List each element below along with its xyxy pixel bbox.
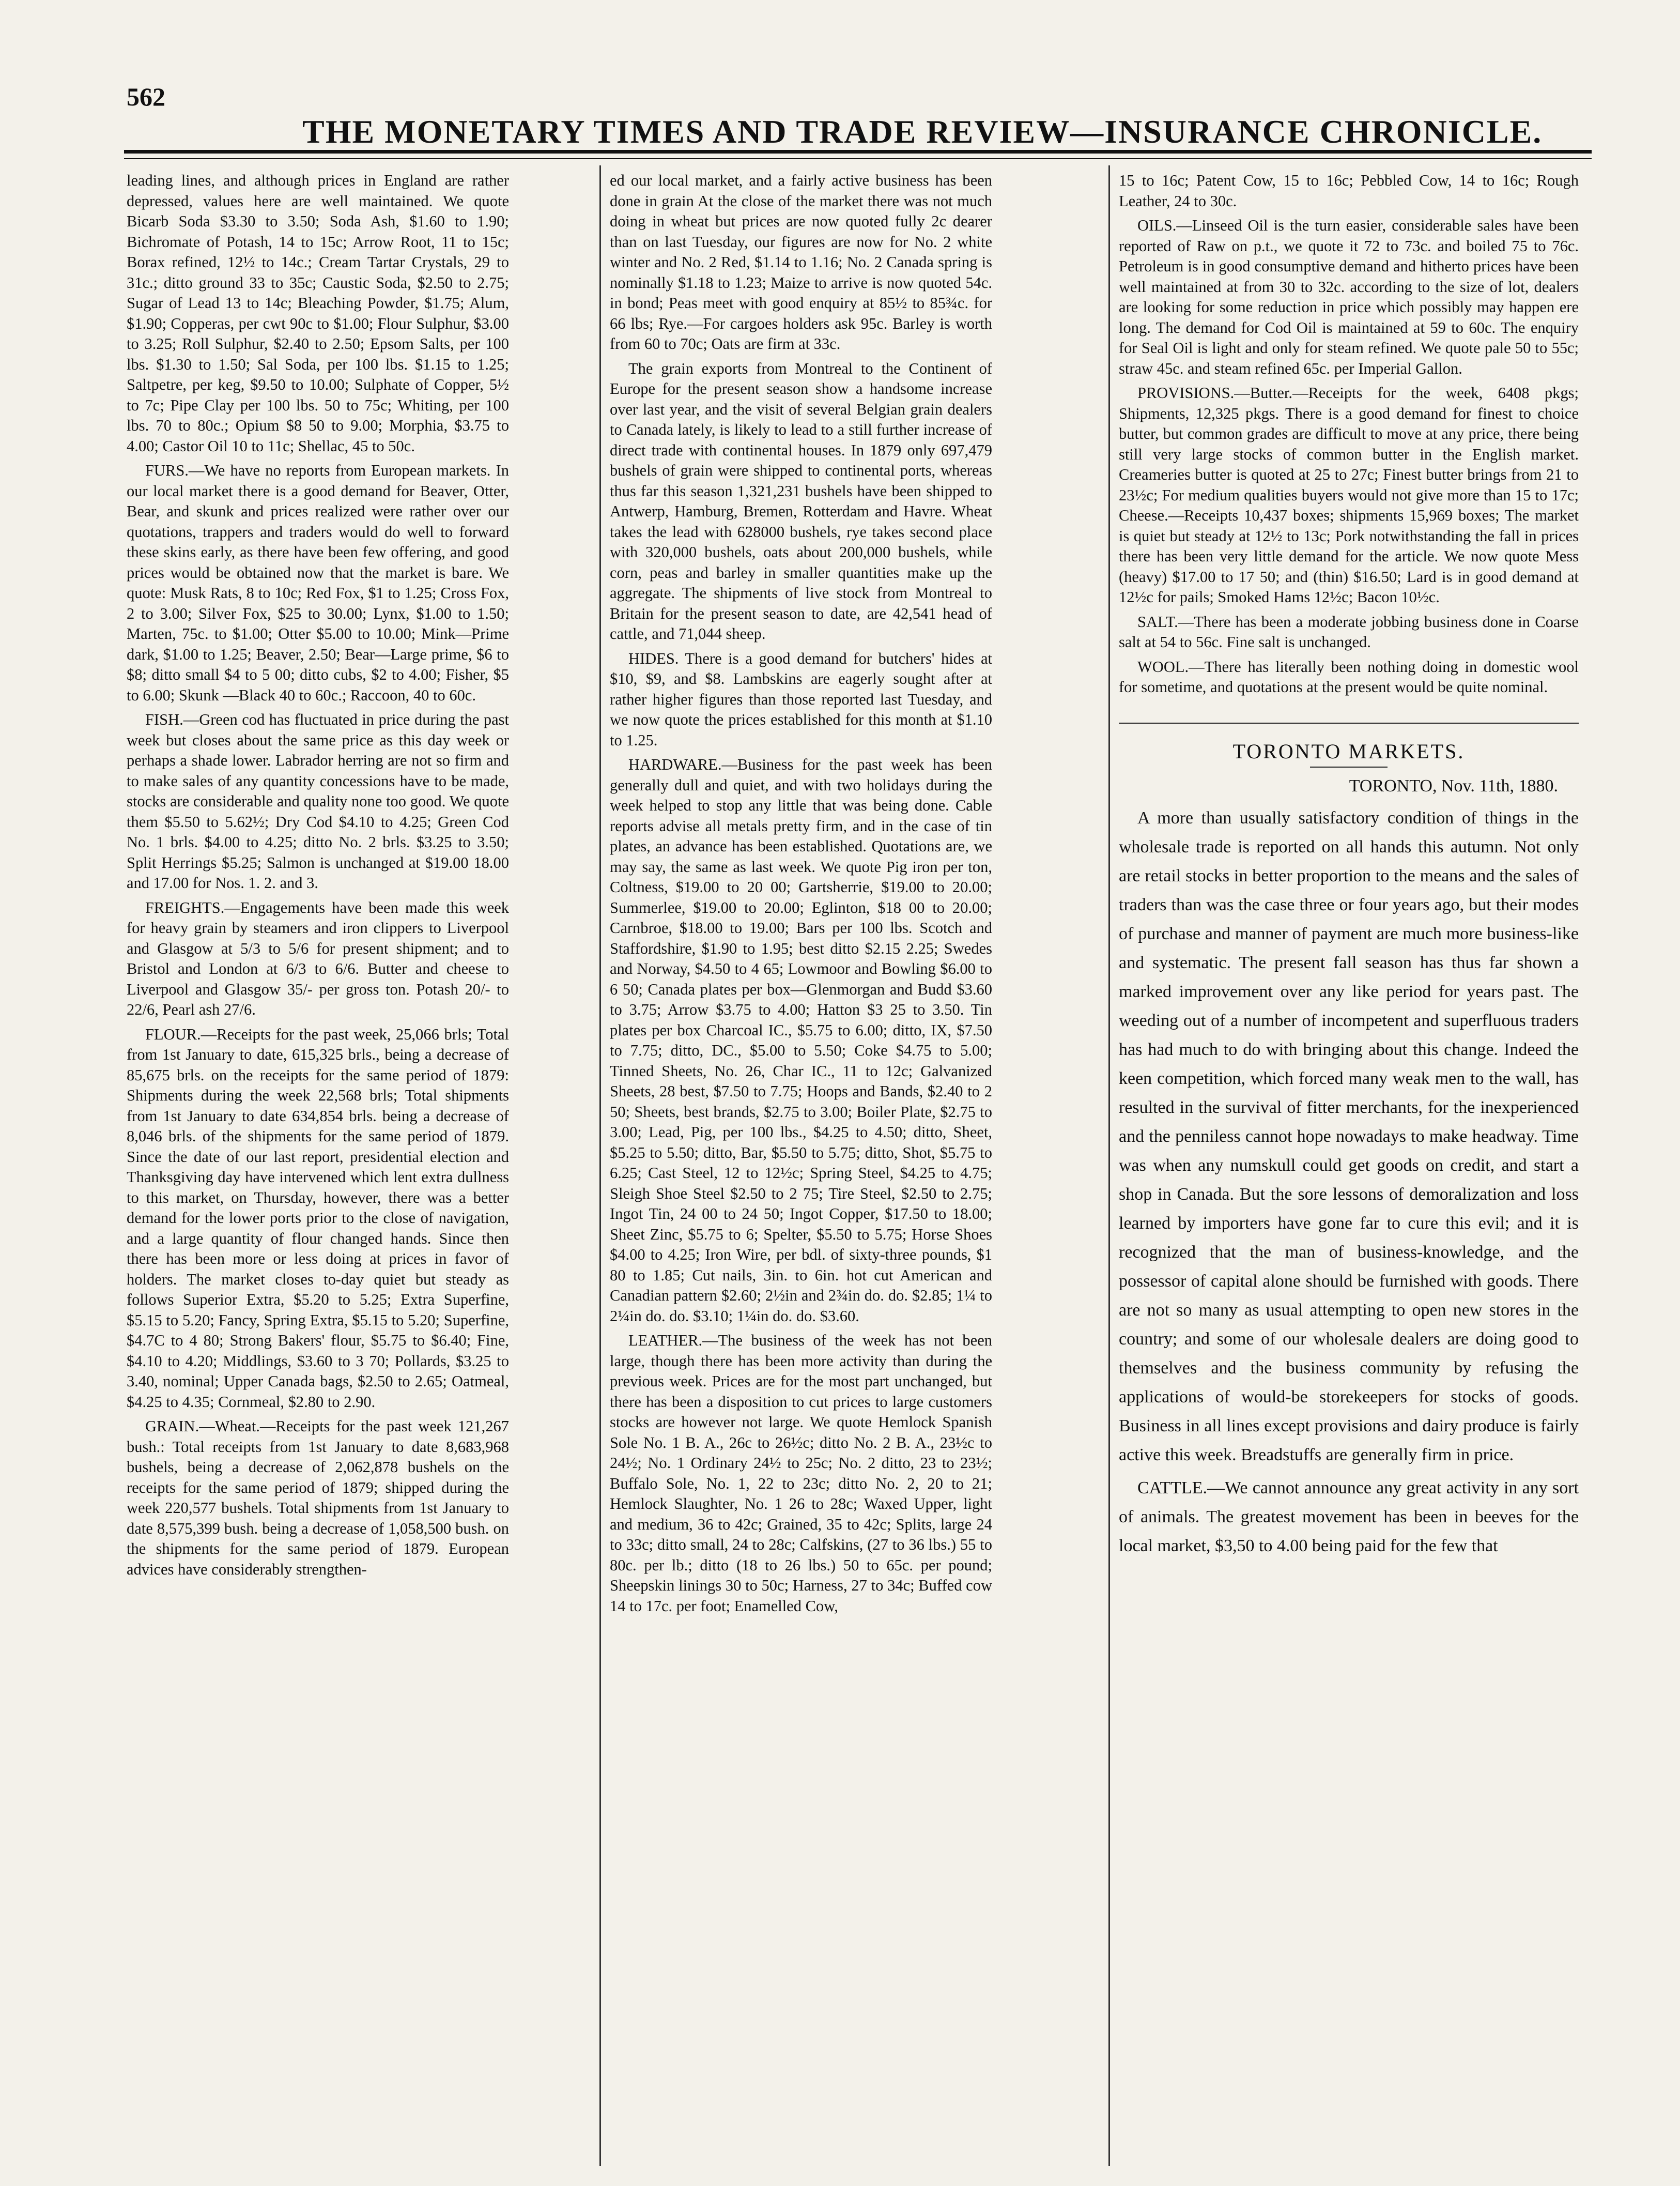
cattle-paragraph: CATTLE.—We cannot announce any great activity in any sort of animals. The greatest movement has been in beeves for the local market, $3,50 to 4.00 being paid for the few that — [1119, 1478, 1579, 1555]
masthead-title: THE MONETARY TIMES AND TRADE REVIEW—INSURANCE CHRONICLE. — [302, 113, 1543, 150]
wool-paragraph: WOOL.—There has literally been nothing doing in domestic wool for sometime, and quotations at the present would be quite nominal. — [1119, 658, 1579, 696]
grain-exports-paragraph: The grain exports from Montreal to the Continent of Europe for the present season show a handsome increase over last year, and the visit of several Belgian grain dealers to Canada lately, is likely to lead to a still further increase of direct trade with continental houses. In 1879 only 697,479 bushels of grain were shipped to continental ports, whereas thus far this season 1,321,231 bushels have been shipped to Antwerp, Hamburg, Bremen, Rotterdam and Havre. Wheat takes the lead with 628000 bushels, rye takes second place with 320,000 bushels, oats about 200,000 bushels, while corn, peas and barley in smaller quantities make up the aggregate. The shipments of live stock from Montreal to Britain for the present season to date, are 42,541 head of cattle, and 71,044 sheep. — [610, 359, 992, 643]
column-divider-1 — [599, 165, 601, 2166]
furs-paragraph: FURS.—We have no reports from European markets. In our local market there is a good demand for Beaver, Otter, Bear, and skunk and prices realized were rather over our quotations, trappers and traders would do well to forward these skins early, as there have been few offering, and good prices would be obtained now that the market is bare. We quote: Musk Rats, 8 to 10c; Red Fox, $1 to 1.25; Cross Fox, 2 to 3.00; Silver Fox, $25 to 30.00; Lynx, $1.00 to 1.50; Marten, 75c. to $1.00; Otter $5.00 to 10.00; Mink—Prime dark, $1.00 to 1.25; Beaver, 2.50; Bear—Large prime, $6 to $8; ditto small $4 to 5 00; ditto cubs, $2 to 4.00; Fisher, $5 to 6.00; Skunk —Black 40 to 60c.; Raccoon, 40 to 60c. — [127, 462, 509, 704]
hardware-paragraph: HARDWARE.—Business for the past week has been generally dull and quiet, and with two holidays during the week helped to stop any little that was being done. Cable reports advise all metals pretty firm, and in the case of tin plates, an advance has been established. Quotations are, we may say, the same as last week. We quote Pig iron per ton, Coltness, $19.00 to 20 00; Gartsherrie, $19.00 to 20.00; Summerlee, $19.00 to 20.00; Eglinton, $18 00 to 20.00; Carnbroe, $18.00 to 19.00; Bars per 100 lbs. Scotch and Staffordshire, $1.90 to 1.95; best ditto $2.15 2.25; Swedes and Norway, $4.50 to 4 65; Lowmoor and Bowling $6.00 to 6 50; Canada plates per box—Glenmorgan and Budd $3.60 to 3.75; Arrow $3.75 to 4.00; Hatton $3 25 to 3.50. Tin plates per box Charcoal IC., $5.75 to 6.00; ditto, IX, $7.50 to 7.75; ditto, DC., $5.00 to 5.50; Coke $4.75 to 5.00; Tinned Sheets, No. 26, Char IC., 11 to 12c; Galvanized Sheets, 28 best, $7.50 to 7.75; Hoops and Bands, $2.40 to 2 50; Sheets, best brands, $2.75 to 3.00; Boiler Plate, $2.75 to 3.00; Lead, Pig, per 100 lbs., $4.25 to 4.50; ditto, Sheet, $5.25 to 5.50; ditto, Bar, $5.50 to 5.75; ditto, Shot, $5.75 to 6.25; Cast Steel, 12 to 12½c; Spring Steel, $4.25 to 4.75; Sleigh Shoe Steel $2.50 to 2 75; Tire Steel, $2.50 to 2.75; Ingot Tin, 24 00 to 24 50; Ingot Copper, $17.50 to 18.00; Sheet Zinc, $5.75 to 6; Spelter, $5.50 to 5.75; Horse Shoes $4.00 to 4.25; Iron Wire, per bdl. of sixty-three pounds, $1 80 to 1.85; Cut nails, 3in. to 6in. hot cut American and Canadian pattern $2.60; 2½in and 2¾in do. do. $2.85; 1¼ to 2¼in do. do. $3.10; 1¼in do. do. $3.60. — [610, 756, 992, 1325]
hides-paragraph: HIDES. There is a good demand for butchers' hides at $10, $9, and $8. Lambskins are eagerly sought after at rather higher figures than those reported last Tuesday, and we now quote the prices established for this month at $1.10 to 1.25. — [610, 649, 992, 749]
fish-paragraph: FISH.—Green cod has fluctuated in price during the past week but closes about the same price as this day week or perhaps a shade lower. Labrador herring are not so firm and to make sales of any quantity concessions have to be made, stocks are considerable and quality none too good. We quote them $5.50 to 5.62½; Dry Cod $4.10 to 4.25; Green Cod No. 1 brls. $4.00 to 4.25; ditto No. 2 brls. $3.25 to 3.50; Split Herrings $5.25; Salmon is unchanged at $19.00 18.00 and 17.00 for Nos. 1. 2. and 3. — [127, 711, 509, 892]
toronto-dateline: TORONTO, Nov. 11th, 1880. — [1349, 776, 1558, 796]
header-rule-thick — [124, 150, 1592, 154]
oils-paragraph: OILS.—Linseed Oil is the turn easier, considerable sales have been reported of Raw on p.t., we quote it 72 to 73c. and boiled 75 to 76c. Petroleum is in good consumptive demand and hitherto prices have been well maintained at from 30 to 32c. according to the size of lot, dealers are looking for some reduction in price which possibly may happen ere long. The demand for Cod Oil is maintained at 59 to 60c. The enquiry for Seal Oil is light and only for steam refined. We quote pale 50 to 55c; straw 45c. and steam refined 65c. per Imperial Gallon. — [1119, 217, 1579, 377]
heading-rule — [1310, 767, 1388, 768]
column-right — [1119, 171, 1579, 2176]
grain-paragraph: GRAIN.—Wheat.—Receipts for the past week 121,267 bush.: Total receipts from 1st January to date 8,683,968 bushels, being a decrease of 2,062,878 bushels on the receipts for the same period of 1879; shipped during the week 220,577 bushels. Total shipments from 1st January to date 8,575,399 bush. being a decrease of 1,058,500 bush. on the shipments for the same period of 1879. European advices have considerably strengthen- — [127, 1417, 509, 1578]
column-middle — [610, 171, 992, 2176]
chemicals-paragraph: leading lines, and although prices in England are rather depressed, values here are well maintained. We quote Bicarb Soda $3.30 to 3.50; Soda Ash, $1.60 to 1.90; Bichromate of Potash, 14 to 15c; Arrow Root, 11 to 15c; Borax refined, 12½ to 14c.; Cream Tartar Crystals, 29 to 31c.; ditto ground 33 to 35c; Caustic Soda, $2.50 to 2.75; Sugar of Lead 13 to 14c; Bleaching Powder, $1.75; Alum, $1.90; Copperas, per cwt 90c to $1.00; Flour Sulphur, $3.00 to 3.25; Roll Sulphur, $2.40 to 2.50; Epsom Salts, per 100 lbs. $1.30 to 1.50; Sal Soda, per 100 lbs. $1.15 to 1.25; Saltpetre, per keg, $9.50 to 10.00; Sulphate of Copper, 5½ to 7c; Pipe Clay per 100 lbs. 50 to 75c; Whiting, per 100 lbs. 70 to 80c.; Opium $8 50 to 9.00; Morphia, $3.75 to 4.00; Castor Oil 10 to 11c; Shellac, 45 to 50c. — [127, 172, 509, 455]
page-number: 562 — [127, 82, 165, 111]
toronto-trade-paragraph: A more than usually satisfactory condition of things in the wholesale trade is reported on all hands this autumn. Not only are retail stocks in better proportion to the means and the sales of traders than was the case three or four years ago, but their modes of purchase and manner of payment are much more business-like and systematic. The present fall season has thus far shown a marked improvement over any like period for years past. The weeding out of a number of incompetent and superfluous traders has had much to do with bringing about this change. Indeed the keen competition, which forced many weak men to the wall, has resulted in the survival of fitter merchants, for the inexperienced and the penniless cannot hope nowadays to make headway. Time was when any numskull could get goods on credit, and start a shop in Canada. But the sore lessons of demoralization and loss learned by importers have gone far to cure this evil; and it is recognized that the man of business-knowledge, and the possessor of capital alone should be furnished with goods. There are not so many as usual attempting to open new stores in the country; and some of our wholesale dealers are doing good to themselves and the business community by refusing the applications of would-be storekeepers for stocks of goods. Business in all lines except provisions and dairy produce is fairly active this week. Breadstuffs are generally firm in price. — [1119, 808, 1579, 1464]
toronto-markets-body — [1119, 804, 1579, 1561]
provisions-paragraph: PROVISIONS.—Butter.—Receipts for the week, 6408 pkgs; Shipments, 12,325 pkgs. There is a good demand for finest to choice butter, but common grades are difficult to move at any price, there being still very large stocks of common butter in the English market. Creameries butter is quoted at 25 to 27c; Finest butter brings from 21 to 23½c; For medium qualities buyers would not give more than 15 to 17c; Cheese.—Receipts 10,437 boxes; shipments 15,969 boxes; The market is quiet but steady at 12½ to 13c; Pork notwithstanding the fall in prices there has been very little demand for the article. We now quote Mess (heavy) $17.00 to 17 50; and (thin) $16.50; Lard is in good demand at 12½c for pails; Smoked Hams 12½c; Bacon 10½c. — [1119, 384, 1579, 606]
column-left — [127, 171, 509, 2176]
column-divider-2 — [1108, 165, 1110, 2166]
freights-paragraph: FREIGHTS.—Engagements have been made this week for heavy grain by steamers and iron clippers to Liverpool and Glasgow at 5/3 to 5/6 for present shipment; and to Bristol and London at 6/3 to 6/6. Butter and cheese to Liverpool and Glasgow 35/- per gross ton. Potash 20/- to 22/6, Pearl ash 27/6. — [127, 898, 509, 1018]
flour-paragraph: FLOUR.—Receipts for the past week, 25,066 brls; Total from 1st January to date, 615,325 brls., being a decrease of 85,675 brls. on the receipts for the same period of 1879: Shipments during the week 22,568 brls; Total shipments from 1st January to date 634,854 brls. being a decrease of 8,046 brls. of the shipments for the same period of 1879. Since the date of our last report, presidential election and Thanksgiving day have intervened which lent extra dullness to this market, on Thursday, however, there was a better demand for the lower ports prior to the close of navigation, and a large quantity of flour changed hands. Since then there has been more or less doing at prices in favor of holders. The market closes to-day quiet but steady as follows Superior Extra, $5.20 to 5.25; Extra Superfine, $5.15 to 5.20; Fancy, Spring Extra, $5.15 to 5.20; Superfine, $4.7C to 4 80; Strong Bakers' flour, $5.75 to $6.40; Fine, $4.10 to 4.20; Middlings, $3.60 to 3 70; Pollards, $3.25 to 3.40, nominal; Upper Canada bags, $2.50 to 2.65; Oatmeal, $4.25 to 4.35; Cornmeal, $2.80 to 2.90. — [127, 1025, 509, 1411]
leather-continued-paragraph: 15 to 16c; Patent Cow, 15 to 16c; Pebbled Cow, 14 to 16c; Rough Leather, 24 to 30c. — [1119, 172, 1579, 210]
salt-paragraph: SALT.—There has been a moderate jobbing business done in Coarse salt at 54 to 56c. Fine salt is unchanged. — [1119, 613, 1579, 651]
leather-paragraph: LEATHER.—The business of the week has not been large, though there has been more activity than during the previous week. Prices are for the most part unchanged, but there has been a disposition to cut prices to large customers stocks are however not large. We quote Hemlock Spanish Sole No. 1 B. A., 26c to 26½c; ditto No. 2 B. A., 23½c to 24½; No. 1 Ordinary 24½ to 25c; No. 2 ditto, 23 to 23½; Buffalo Sole, No. 1, 22 to 23c; ditto No. 2, 20 to 21; Hemlock Slaughter, No. 1 26 to 28c; Waxed Upper, light and medium, 36 to 42c; Grained, 35 to 42c; Splits, large 24 to 33c; ditto small, 24 to 28c; Calfskins, (27 to 36 lbs.) 55 to 80c. per lb.; ditto (18 to 26 lbs.) 50 to 65c. per pound; Sheepskin linings 30 to 50c; Harness, 27 to 34c; Buffed cow 14 to 17c. per foot; Enamelled Cow, — [610, 1332, 992, 1615]
grain-continued-paragraph: ed our local market, and a fairly active business has been done in grain At the close of the market there was not much doing in wheat but prices are now quoted fully 2c dearer than on last Tuesday, our figures are now for No. 2 white winter and No. 2 Red, $1.14 to 1.16; No. 2 Canada spring is nominally $1.18 to 1.23; Maize to arrive is now quoted 54c. in bond; Peas meet with good enquiry at 85½ to 85¾c. for 66 lbs; Rye.—For cargoes holders ask 95c. Barley is worth from 60 to 70c; Oats are firm at 33c. — [610, 172, 992, 353]
toronto-markets-heading: TORONTO MARKETS. — [1119, 723, 1579, 762]
header-rule-thin — [124, 158, 1592, 159]
